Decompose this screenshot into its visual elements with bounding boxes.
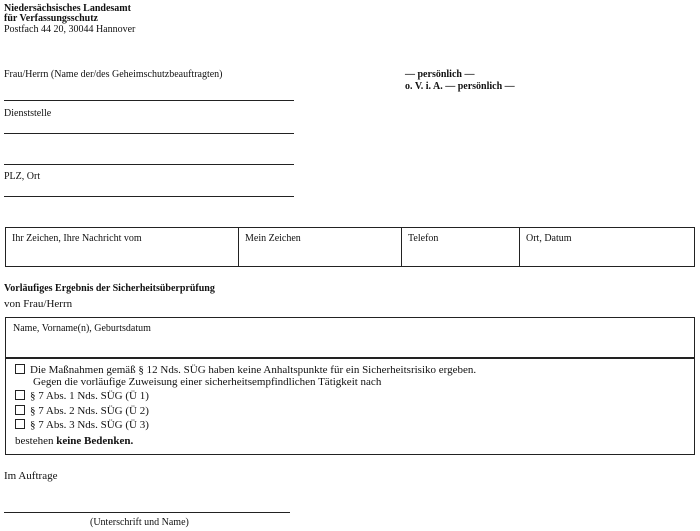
- option-row-u2: [15, 405, 149, 417]
- signature-label: (Unterschrift und Name): [90, 517, 189, 528]
- option-row-u1: [15, 390, 149, 402]
- addressee-name-label: Frau/Herrn (Name der/des Geheimschutzbeauftragten): [4, 69, 223, 80]
- reference-label: Telefon: [408, 233, 439, 244]
- option-row-no-risk: [15, 364, 476, 376]
- options-box: [5, 358, 695, 455]
- addressee-name-line[interactable]: [4, 100, 294, 101]
- result-subheading: von Frau/Herrn: [4, 298, 73, 310]
- sender-line-2: für Verfassungsschutz: [4, 13, 98, 24]
- checkbox-u1[interactable]: [15, 390, 25, 400]
- closing-prefix: bestehen: [15, 435, 57, 447]
- signature-line[interactable]: [4, 512, 290, 513]
- reference-label: Mein Zeichen: [245, 233, 301, 244]
- reference-cell-place-date[interactable]: [519, 228, 696, 266]
- department-line-2[interactable]: [4, 164, 294, 165]
- option-text-u3: § 7 Abs. 3 Nds. SÜG (Ü 3): [30, 419, 149, 431]
- option-text-u2: § 7 Abs. 2 Nds. SÜG (Ü 2): [30, 405, 149, 417]
- reference-label: Ihr Zeichen, Ihre Nachricht vom: [12, 233, 142, 244]
- option-text-continuation: Gegen die vorläufige Zuweisung einer sicherheitsempfindlichen Tätigkeit nach: [33, 376, 382, 388]
- person-field[interactable]: [5, 317, 695, 358]
- reference-label: Ort, Datum: [526, 233, 572, 244]
- person-label: Name, Vorname(n), Geburtsdatum: [13, 323, 151, 334]
- reference-cell-phone[interactable]: [401, 228, 519, 266]
- result-heading: Vorläufiges Ergebnis der Sicherheitsüberprüfung: [4, 283, 215, 294]
- option-row-u3: [15, 419, 149, 431]
- postal-line[interactable]: [4, 196, 294, 197]
- postal-label: PLZ, Ort: [4, 171, 41, 182]
- department-label: Dienststelle: [4, 108, 52, 119]
- reference-cell-your-reference[interactable]: [6, 228, 238, 266]
- reference-table: [5, 227, 695, 267]
- sender-line-1: Niedersächsisches Landesamt: [4, 3, 131, 14]
- option-text-u1: § 7 Abs. 1 Nds. SÜG (Ü 1): [30, 390, 149, 402]
- checkbox-no-risk[interactable]: [15, 364, 25, 374]
- confidential-attention-marker: o. V. i. A. — persönlich —: [405, 81, 515, 92]
- option-text-no-risk: Die Maßnahmen gemäß § 12 Nds. SÜG haben keine Anhaltspunkte für ein Sicherheitsrisiko ergeben.: [30, 364, 477, 376]
- reference-cell-my-reference[interactable]: [238, 228, 401, 266]
- sender-address: Postfach 44 20, 30044 Hannover: [4, 24, 136, 35]
- on-behalf-label: Im Auftrage: [4, 470, 58, 482]
- checkbox-u2[interactable]: [15, 405, 25, 415]
- checkbox-u3[interactable]: [15, 419, 25, 429]
- confidential-marker: — persönlich —: [405, 69, 475, 80]
- closing-bold: keine Bedenken.: [56, 435, 134, 447]
- department-line[interactable]: [4, 133, 294, 134]
- closing-statement: [15, 435, 133, 447]
